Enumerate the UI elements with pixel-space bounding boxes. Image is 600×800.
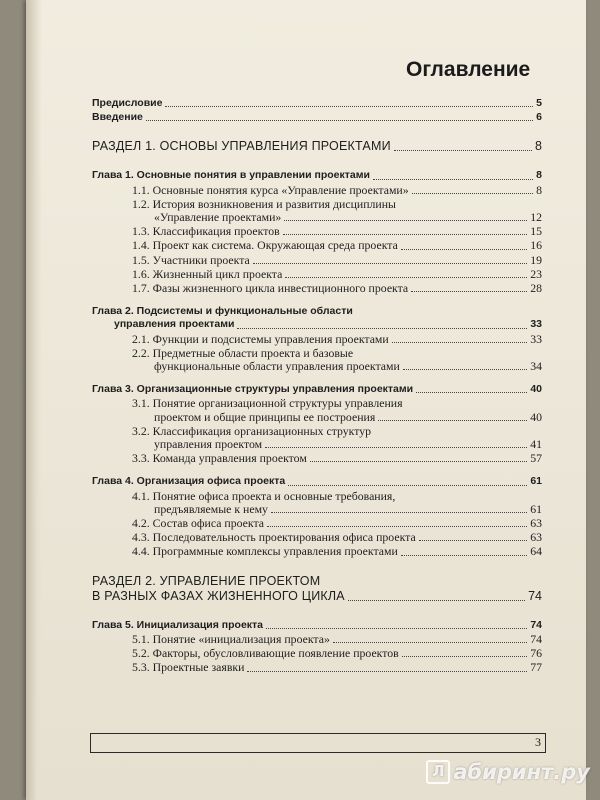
toc-entry-title: В РАЗНЫХ ФАЗАХ ЖИЗНЕННОГО ЦИКЛА (92, 588, 345, 603)
toc-dot-leader (419, 540, 528, 541)
toc-dot-leader (416, 392, 527, 393)
toc-entry-page: 16 (530, 238, 542, 253)
toc-entry-page: 34 (530, 359, 542, 374)
toc-entry-title: 1.6. Жизненный цикл проекта (132, 266, 283, 281)
toc-entry-chapter (92, 169, 542, 182)
toc-entry-title: 3.3. Команда управления проектом (132, 451, 307, 466)
toc-entry-page: 61 (530, 475, 542, 488)
toc-dot-leader (411, 291, 527, 292)
toc-entry-title: 1.5. Участники проекта (132, 252, 250, 267)
toc-spacer (92, 605, 542, 619)
toc-entry-title: 3.1. Понятие организационной структуры управления (132, 396, 403, 411)
toc-entry-title: 1.7. Фазы жизненного цикла инвестиционного проекта (132, 281, 409, 296)
toc-entry-title: Предисловие (92, 97, 163, 109)
toc-entry-title: Глава 4. Организация офиса проекта (92, 475, 286, 488)
toc-entry-title: Глава 1. Основные понятия в управлении проектами (92, 169, 370, 182)
toc-entry-front (92, 111, 542, 124)
toc-dot-leader (283, 234, 528, 235)
toc-dot-leader (401, 555, 527, 556)
toc-entry-page: 19 (530, 252, 542, 267)
toc-entry-item (92, 411, 542, 424)
toc-dot-leader (285, 277, 527, 278)
toc-dot-leader (165, 106, 533, 107)
toc-dot-leader (267, 526, 527, 527)
toc-entry-title: функциональные области управления проектами (154, 359, 400, 374)
toc-entry-title: 2.1. Функции и подсистемы управления проектами (132, 331, 389, 346)
toc-entry-title: 5.1. Понятие «инициализация проекта» (132, 631, 330, 646)
toc-entry-front (92, 97, 542, 110)
toc-entry-page: 74 (528, 588, 542, 603)
toc-entry-item (92, 184, 542, 197)
page-title: Оглавление (406, 58, 531, 81)
toc-entry-title: 4.3. Последовательность проектирования офиса проекта (132, 530, 416, 545)
toc-entry-item (92, 239, 542, 252)
toc-entry-item (92, 503, 542, 516)
toc-entry-page: 12 (530, 210, 542, 225)
toc-dot-leader (253, 263, 527, 264)
toc-entry-title: 1.2. История возникновения и развития дисциплины (132, 196, 396, 211)
toc-dot-leader (284, 220, 527, 221)
toc-entry-page: 74 (530, 631, 542, 646)
toc-entry-item (92, 268, 542, 281)
toc-dot-leader (266, 628, 527, 629)
toc-entry-title: управления проектами (114, 318, 235, 331)
watermark-text: абиринт.ру (453, 760, 590, 784)
toc-entry-item (92, 438, 542, 451)
toc-entry-page: 64 (530, 544, 542, 559)
toc-entry-page: 33 (530, 318, 542, 331)
watermark (426, 760, 590, 784)
toc-entry-page: 33 (530, 331, 542, 346)
toc-entry-item (92, 333, 542, 346)
page-binding-shadow (26, 0, 42, 800)
toc-entry-page: 28 (530, 281, 542, 296)
toc-entry-page: 40 (530, 383, 542, 396)
toc-dot-leader (378, 420, 527, 421)
toc-entry-title: 5.3. Проектные заявки (132, 660, 245, 675)
toc-entry-item (92, 360, 542, 373)
toc-entry-title: Глава 5. Инициализация проекта (92, 618, 264, 631)
toc-entry-page: 41 (530, 437, 542, 452)
toc-dot-leader (403, 369, 527, 370)
toc-entry-title: 4.2. Состав офиса проекта (132, 516, 265, 531)
toc-entry-title: Глава 3. Организационные структуры управления проектами (92, 383, 414, 396)
toc-entry-item (92, 661, 542, 674)
toc-entry-page: 77 (530, 660, 542, 675)
toc-entry-page: 8 (536, 169, 542, 182)
toc-entry-item (92, 254, 542, 267)
toc-entry-title: управления проектом (154, 437, 263, 452)
toc-dot-leader (401, 249, 527, 250)
toc-entry-item (92, 531, 542, 544)
watermark-logo: Л (426, 760, 450, 784)
toc-entry-title: предъявляемые к нему (154, 501, 268, 516)
toc-dot-leader (394, 150, 532, 151)
toc-entry-item (92, 633, 542, 646)
toc-entry-item (92, 647, 542, 660)
toc-entry-title: РАЗДЕЛ 2. УПРАВЛЕНИЕ ПРОЕКТОМ (92, 573, 321, 588)
toc-entry-chapter-sub (92, 318, 542, 331)
toc-entry-page: 6 (536, 111, 542, 124)
toc-entry-title: 1.4. Проект как система. Окружающая среда проекта (132, 238, 398, 253)
toc-spacer (92, 296, 542, 305)
toc-entry-page: 23 (530, 266, 542, 281)
toc-spacer (92, 374, 542, 383)
toc-dot-leader (373, 179, 533, 180)
toc-entry-title: 4.4. Программные комплексы управления проектами (132, 544, 398, 559)
toc-entry-page: 57 (530, 451, 542, 466)
toc-dot-leader (348, 600, 525, 601)
toc-dot-leader (265, 447, 527, 448)
toc-entry-item (92, 211, 542, 224)
toc-entry-page: 5 (536, 97, 542, 109)
toc-dot-leader (412, 193, 533, 194)
toc-entry-page: 8 (536, 182, 542, 197)
toc-entry-chapter (92, 475, 542, 488)
toc-entry-title: РАЗДЕЛ 1. ОСНОВЫ УПРАВЛЕНИЯ ПРОЕКТАМИ (92, 139, 391, 154)
footer-box (90, 733, 546, 753)
toc-entry-section (92, 589, 542, 604)
toc-entry-chapter (92, 383, 542, 396)
toc-dot-leader (271, 512, 527, 513)
book-page (26, 0, 586, 800)
toc-entry-title: 1.3. Классификация проектов (132, 224, 280, 239)
toc-entry-page: 63 (530, 530, 542, 545)
toc-dot-leader (288, 485, 527, 486)
toc-entry-item (92, 397, 542, 410)
toc-entry-title: Глава 2. Подсистемы и функциональные области (92, 305, 353, 318)
toc-dot-leader (310, 461, 527, 462)
toc-entry-item (92, 545, 542, 558)
toc-entry-item (92, 282, 542, 295)
toc-dot-leader (237, 328, 527, 329)
toc-entry-item (92, 452, 542, 465)
toc-spacer (92, 466, 542, 475)
toc-entry-title: 4.1. Понятие офиса проекта и основные требования, (132, 488, 396, 503)
toc-entry-item (92, 225, 542, 238)
toc-entry-page: 8 (535, 139, 542, 154)
toc-spacer (92, 560, 542, 574)
toc-entry-page: 40 (530, 409, 542, 424)
toc-entry-title: 3.2. Классификация организационных структур (132, 423, 372, 438)
toc-entry-title: 2.2. Предметные области проекта и базовые (132, 345, 354, 360)
toc-entry-page: 61 (530, 501, 542, 516)
toc-dot-leader (333, 642, 527, 643)
toc-entry-title: 5.2. Факторы, обусловливающие появление проектов (132, 646, 399, 661)
toc-entry-page: 15 (530, 224, 542, 239)
toc-spacer (92, 155, 542, 169)
toc-entry-title: 1.1. Основные понятия курса «Управление проектами» (132, 182, 409, 197)
page-number: 3 (535, 735, 541, 749)
toc-dot-leader (392, 342, 527, 343)
toc-dot-leader (247, 671, 527, 672)
toc-entry-title: проектом и общие принципы ее построения (154, 409, 376, 424)
table-of-contents (92, 97, 542, 676)
toc-entry-section (92, 139, 542, 154)
toc-entry-page: 63 (530, 516, 542, 531)
toc-dot-leader (402, 656, 527, 657)
toc-dot-leader (146, 120, 533, 121)
toc-entry-chapter (92, 619, 542, 632)
toc-entry-chapter (92, 305, 542, 318)
toc-entry-title: Введение (92, 111, 143, 124)
toc-entry-item (92, 517, 542, 530)
toc-entry-page: 74 (530, 618, 542, 631)
toc-entry-item (92, 490, 542, 503)
toc-entry-page: 76 (530, 646, 542, 661)
toc-spacer (92, 125, 542, 139)
toc-entry-section (92, 574, 542, 589)
toc-entry-title: «Управление проектами» (154, 210, 282, 225)
